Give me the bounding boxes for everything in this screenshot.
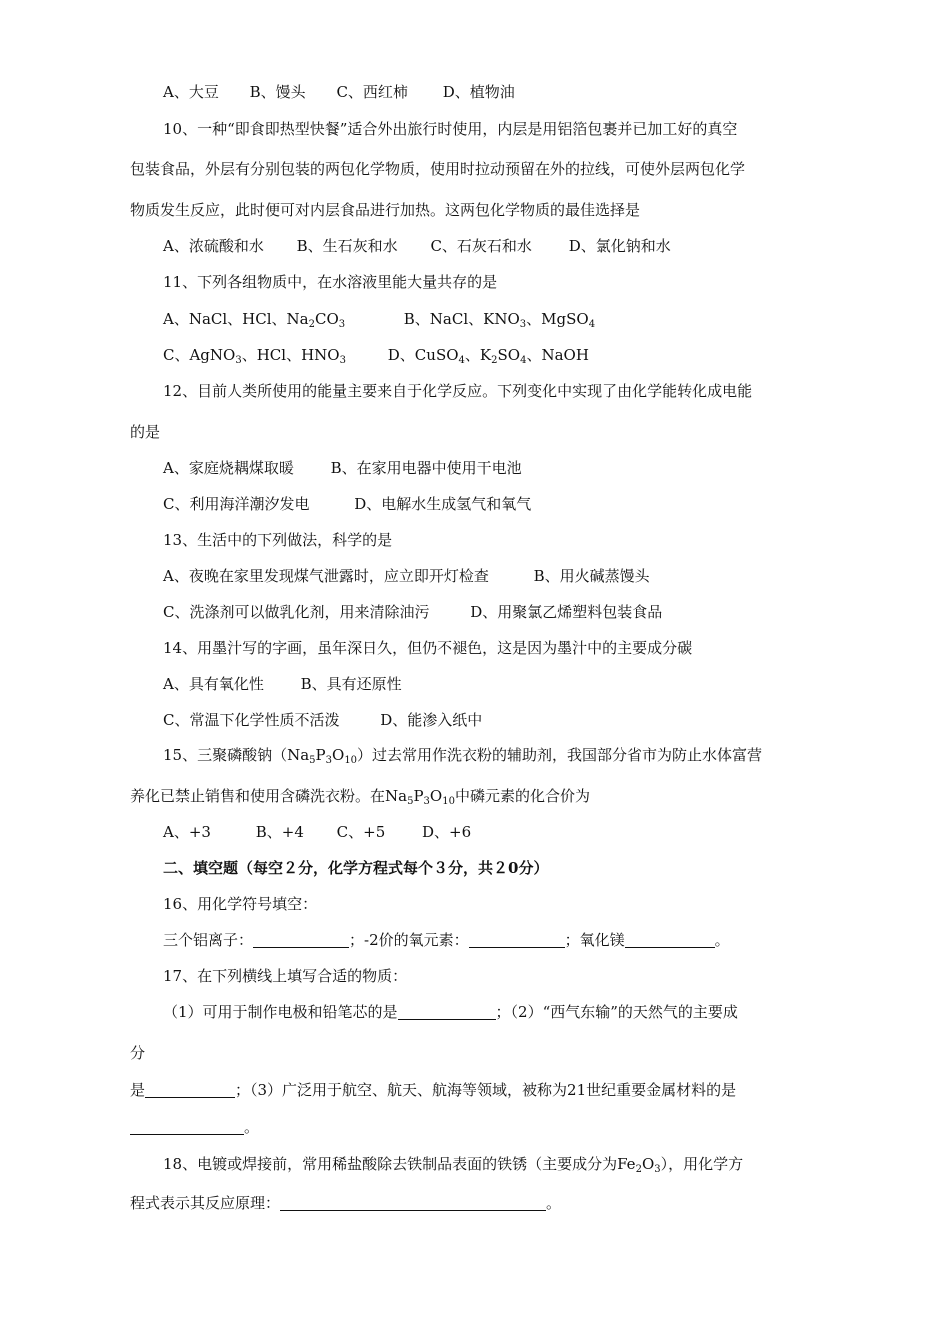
q17-line1: （1）可用于制作电极和铅笔芯的是 ；（2）“西气东输”的天然气的主要成: [163, 1003, 738, 1021]
q13-options-row1: [163, 566, 650, 586]
q12-options-row1: [163, 458, 522, 478]
q14-option-b: B、具有还原性: [300, 675, 402, 693]
q10-option-a: A、浓硫酸和水: [163, 237, 264, 255]
q14-option-c: C、常温下化学性质不活泼: [163, 711, 340, 729]
q10-options: [163, 236, 671, 256]
q15-stem-line1: 15、三聚磷酸钠$(Na_5P_3O_{10})$过去常用作洗衣粉的辅助剂，我国部分省市为防止水体富营: [163, 746, 763, 766]
q16-blank-3[interactable]: [625, 931, 715, 948]
q11-option-c: C、AgNO$_3$、HCl、$HNO_3$: [163, 346, 346, 366]
q18-stem-line2: 程式表示其反应原理： 。: [130, 1194, 562, 1212]
q9-option-c: C、西红柿: [336, 83, 408, 101]
q10-option-b: B、生石灰和水: [296, 237, 398, 255]
q12-option-c: C、利用海洋潮汐发电: [163, 495, 310, 513]
q17-blank-2[interactable]: [145, 1081, 235, 1098]
q13-option-d: D、用聚氯乙烯塑料包装食品: [470, 603, 663, 621]
q11-options-row2: [163, 345, 589, 371]
q13-option-a: A、夜晚在家里发现煤气泄露时，应立即开灯检查: [163, 567, 489, 585]
q12-stem-line1: 12、目前人类所使用的能量主要来自于化学反应。下列变化中实现了由化学能转化成电能: [163, 382, 753, 400]
q9-option-a: A、大豆: [163, 83, 219, 101]
q16-blank-1[interactable]: [253, 931, 349, 948]
q12-stem-line2: 的是: [130, 423, 161, 441]
q13-option-c: C、洗涤剂可以做乳化剂，用来清除油污: [163, 603, 430, 621]
q11-option-d: D、CuSO$_4$、$K_2SO_4$、NaOH: [387, 346, 589, 366]
q13-options-row2: [163, 602, 662, 622]
q11-option-a: A、NaCl、HCl、$Na_2CO_3$: [163, 310, 346, 330]
q11-options-row1: [163, 309, 595, 335]
q13-option-b: B、用火碱蒸馒头: [533, 567, 650, 585]
q17-blank-1[interactable]: [398, 1003, 496, 1020]
q9-option-d: D、植物油: [442, 83, 515, 101]
q17-blank-3[interactable]: [130, 1118, 244, 1135]
q10-option-c: C、石灰石和水: [430, 237, 532, 255]
q11-option-b: B、NaCl、$KNO_3$、MgSO$_4$: [403, 310, 596, 330]
q18-blank[interactable]: [280, 1194, 546, 1211]
q10-stem-line2: 包装食品，外层有分别包装的两包化学物质，使用时拉动预留在外的拉线，可使外层两包化学: [130, 160, 746, 178]
q15-stem-line2: 养化已禁止销售和使用含磷洗衣粉。在$Na_5P_3O_{10}$中磷元素的化合价为: [130, 787, 590, 807]
q12-options-row2: [163, 494, 531, 514]
q14-options-row2: [163, 710, 482, 730]
section-title: 二、填空题（每空２分，化学方程式每个３分，共２0分）: [163, 859, 549, 877]
q16-blank-2[interactable]: [469, 931, 565, 948]
q15-option-b: B、+4: [255, 823, 304, 841]
q15-option-d: D、+6: [422, 823, 472, 841]
q12-option-a: A、家庭烧耦煤取暖: [163, 459, 294, 477]
q16-blanks: 三个铝离子： ；-2价的氧元素： ；氧化镁 。: [163, 931, 730, 949]
q18-stem-line1: 18、电镀或焊接前，常用稀盐酸除去铁制品表面的铁锈（主要成分为$Fe_2O_3$），用化学方: [163, 1155, 744, 1175]
q17-stem: 17、在下列横线上填写合适的物质：: [163, 967, 408, 985]
q15-option-c: C、+5: [336, 823, 386, 841]
q16-stem: 16、用化学符号填空：: [163, 895, 318, 913]
q14-stem: 14、用墨汁写的字画，虽年深日久，但仍不褪色，这是因为墨汁中的主要成分碳: [163, 639, 693, 657]
q12-option-d: D、电解水生成氢气和氧气: [354, 495, 532, 513]
q9-option-b: B、馒头: [249, 83, 306, 101]
q14-options-row1: [163, 674, 402, 694]
q12-option-b: B、在家用电器中使用干电池: [330, 459, 522, 477]
q10-stem-line3: 物质发生反应，此时便可对内层食品进行加热。这两包化学物质的最佳选择是: [130, 201, 641, 219]
q11-stem: 11、下列各组物质中，在水溶液里能大量共存的是: [163, 273, 498, 291]
q10-option-d: D、氯化钠和水: [568, 237, 671, 255]
q14-option-a: A、具有氧化性: [163, 675, 264, 693]
q13-stem: 13、生活中的下列做法，科学的是: [163, 531, 393, 549]
q17-line4: 。: [130, 1117, 259, 1137]
q15-options: [163, 822, 471, 842]
q15-option-a: A、+3: [163, 823, 211, 841]
q17-line3: 是 ；（3）广泛用于航空、航天、航海等领域，被称为21世纪重要金属材料的是: [130, 1081, 737, 1099]
q17-line2: 分: [130, 1044, 146, 1062]
q10-stem-line1: 10、一种“即食即热型快餐”适合外出旅行时使用，内层是用铝箔包裹并已加工好的真空: [163, 120, 738, 138]
q14-option-d: D、能渗入纸中: [380, 711, 483, 729]
q9-options: [163, 82, 515, 102]
